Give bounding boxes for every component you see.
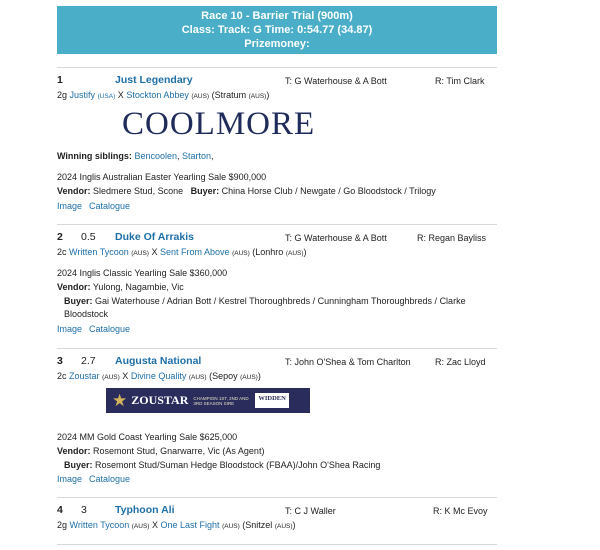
- banner-sire-name: ZOUSTAR: [131, 393, 189, 407]
- horse-name-link[interactable]: Augusta National: [115, 355, 202, 367]
- star-icon: ★: [112, 390, 128, 410]
- runner-number: 4: [57, 504, 63, 516]
- image-link[interactable]: Image: [57, 474, 83, 484]
- rider: R: Zac Lloyd: [435, 357, 486, 367]
- dam-link[interactable]: Divine Quality: [130, 371, 187, 381]
- race-prizemoney: Prizemoney:: [244, 38, 310, 50]
- race-class-time: Class: Track: G Time: 0:54.77 (34.87): [181, 24, 373, 36]
- buyer-continued: Bloodstock: [64, 309, 109, 319]
- trainer: T: G Waterhouse & A Bott: [285, 76, 387, 86]
- divider: [57, 224, 497, 225]
- odds: 2.7: [81, 355, 96, 367]
- divider: [57, 67, 497, 68]
- vendor: Vendor: Rosemont Stud, Gnarwarre, Vic (As Agent): [57, 446, 265, 456]
- image-link[interactable]: Image: [57, 324, 83, 334]
- zoustar-banner[interactable]: [106, 388, 310, 413]
- odds: 3: [81, 504, 87, 516]
- vendor: Vendor: Yulong, Nagambie, Vic: [57, 282, 184, 292]
- sibling-link[interactable]: Bencoolen: [134, 151, 177, 161]
- pedigree-line: 2c Zoustar (AUS) X Divine Quality (AUS) (Sepoy (AUS)): [57, 371, 261, 381]
- dam-link[interactable]: Stockton Abbey: [126, 90, 189, 100]
- runner-number: 2: [57, 231, 63, 243]
- sire-link[interactable]: Justify: [69, 90, 96, 100]
- divider: [57, 348, 497, 349]
- horse-name-link[interactable]: Duke Of Arrakis: [115, 231, 194, 243]
- banner-description: CHAMPION 1ST, 2ND AND 3RD SEASON SIRE: [193, 395, 249, 406]
- race-title: Race 10 - Barrier Trial (900m): [201, 10, 353, 22]
- runner-number: 1: [57, 74, 63, 86]
- sibling-link[interactable]: Starton: [182, 151, 212, 161]
- runner-number: 3: [57, 355, 63, 367]
- sale-info: 2024 MM Gold Coast Yearling Sale $625,000: [57, 432, 238, 442]
- race-header: [57, 6, 497, 54]
- divider: [57, 497, 497, 498]
- catalogue-link[interactable]: Catalogue: [89, 474, 131, 484]
- vendor-buyer: Vendor: Sledmere Stud, Scone Buyer: China Horse Club / Newgate / Go Bloodstock / Trilogy: [57, 186, 436, 196]
- rider: R: Regan Bayliss: [417, 233, 487, 243]
- horse-name-link[interactable]: Typhoon Ali: [115, 504, 175, 516]
- winning-siblings: Winning siblings: Bencoolen, Starton,: [57, 151, 214, 161]
- divider: [57, 544, 497, 545]
- trainer: T: C J Waller: [285, 506, 336, 516]
- catalogue-link[interactable]: Catalogue: [89, 324, 131, 334]
- sire-link[interactable]: Written Tycoon: [69, 247, 129, 257]
- pedigree-line: 2c Written Tycoon (AUS) X Sent From Above (AUS) (Lonhro (AUS)): [57, 247, 307, 257]
- pedigree-line: 2g Written Tycoon (AUS) X One Last Fight (AUS) (Snitzel (AUS)): [57, 520, 296, 530]
- sire-link[interactable]: Written Tycoon: [69, 520, 130, 530]
- widden-logo: WIDDEN: [255, 393, 288, 408]
- dam-link[interactable]: Sent From Above: [160, 247, 230, 257]
- catalogue-link[interactable]: Catalogue: [89, 201, 131, 211]
- rider: R: Tim Clark: [435, 76, 485, 86]
- buyer: Buyer: Rosemont Stud/Suman Hedge Bloodstock (FBAA)/John O'Shea Racing: [64, 460, 381, 470]
- pedigree-line: 2g Justify (USA) X Stockton Abbey (AUS) (Stratum (AUS)): [57, 90, 270, 100]
- sire-link[interactable]: Zoustar: [69, 371, 100, 381]
- trainer: T: G Waterhouse & A Bott: [285, 233, 387, 243]
- trainer: T: John O'Shea & Tom Charlton: [285, 357, 411, 367]
- horse-name-link[interactable]: Just Legendary: [115, 74, 193, 86]
- buyer: Buyer: Gai Waterhouse / Adrian Bott / Kestrel Thoroughbreds / Cunningham Thoroughbreds / Clarke: [64, 296, 466, 306]
- image-link[interactable]: Image: [57, 201, 83, 211]
- coolmore-logo: COOLMORE: [122, 106, 316, 142]
- dam-link[interactable]: One Last Fight: [160, 520, 220, 530]
- sale-info: 2024 Inglis Australian Easter Yearling Sale $900,000: [57, 172, 267, 182]
- odds: 0.5: [81, 231, 96, 243]
- rider: R: K Mc Evoy: [433, 506, 488, 516]
- sale-info: 2024 Inglis Classic Yearling Sale $360,000: [57, 268, 228, 278]
